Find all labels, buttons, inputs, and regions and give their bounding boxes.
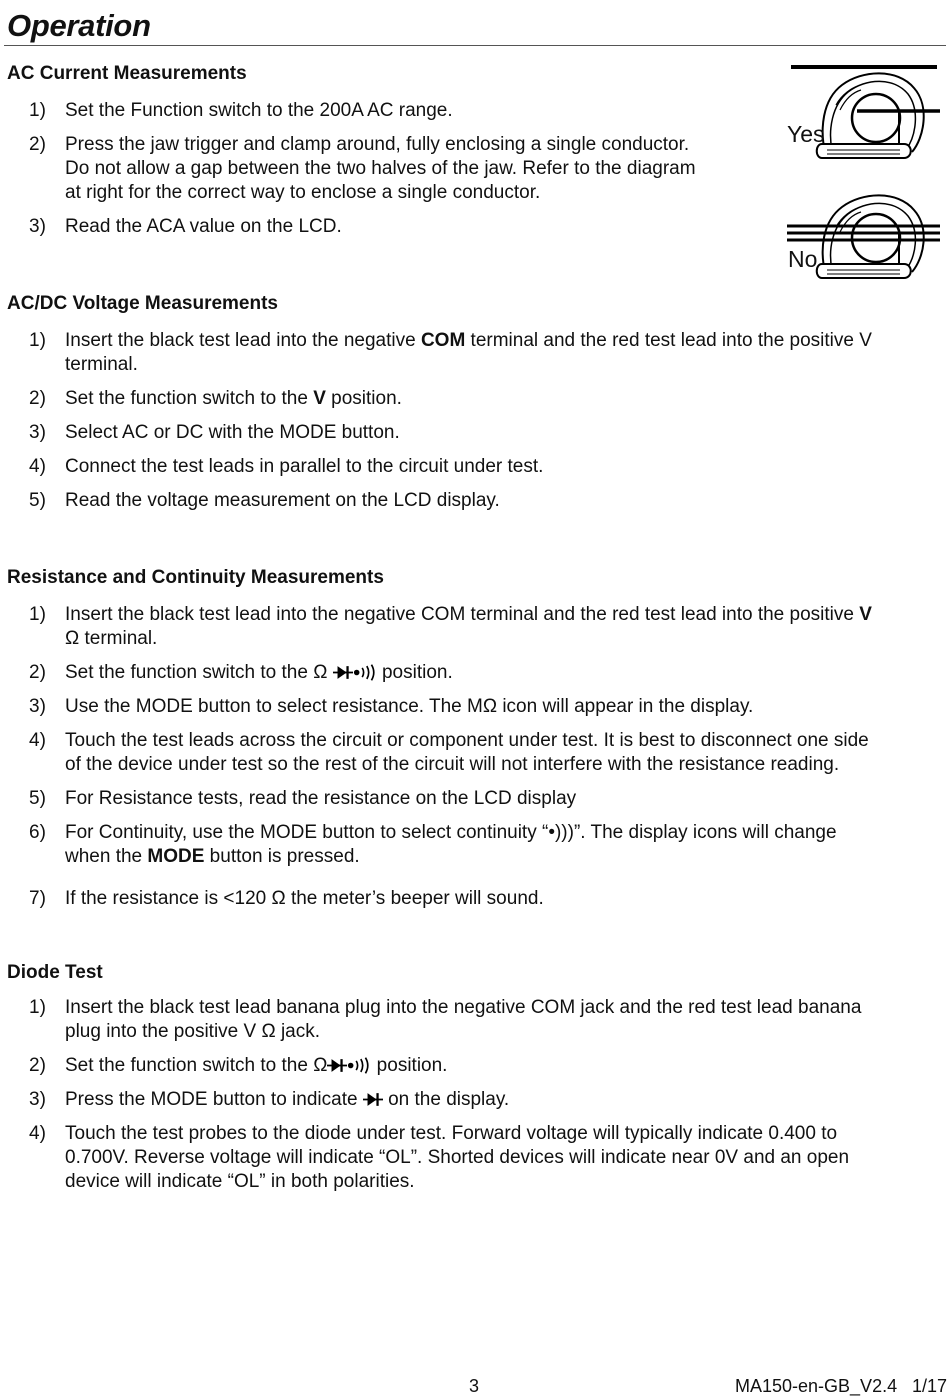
text-run: of the device under test so the rest of the circuit will not interfere with the resistance reading. xyxy=(65,754,840,775)
text-run: Do not allow a gap between the two halves of the jaw. Refer to the diagram xyxy=(65,158,696,179)
item-text-line xyxy=(65,421,400,445)
page-count: 1/17 xyxy=(912,1376,948,1396)
text-run: Select AC or DC with the MODE button. xyxy=(65,422,400,443)
item-text-line xyxy=(65,996,861,1020)
text-run: device will indicate “OL” in both polarities. xyxy=(65,1171,415,1192)
item-number: 2) xyxy=(29,388,46,409)
text-run: Ω terminal. xyxy=(65,628,158,649)
item-text-line xyxy=(65,753,839,777)
title-rule xyxy=(4,45,946,46)
item-text-line xyxy=(65,627,157,651)
item-text-line xyxy=(65,695,753,719)
item-number: 6) xyxy=(29,822,46,843)
item-text-line xyxy=(65,1170,415,1194)
text-run: on the display. xyxy=(382,1089,510,1110)
item-number: 1) xyxy=(29,604,46,625)
item-number: 4) xyxy=(29,456,46,477)
item-text-line xyxy=(65,133,689,157)
text-run: For Resistance tests, read the resistance on the LCD display xyxy=(65,788,577,809)
text-run: Set the function switch to the xyxy=(65,388,314,409)
item-number: 5) xyxy=(29,490,46,511)
item-text-line xyxy=(65,455,543,479)
item-number: 7) xyxy=(29,888,46,909)
item-text-line xyxy=(65,821,837,845)
text-run: Connect the test leads in parallel to the circuit under test. xyxy=(65,456,544,477)
document-code: MA150-en-GB_V2.4 xyxy=(735,1376,898,1396)
section-heading: Resistance and Continuity Measurements xyxy=(7,567,384,588)
item-number: 1) xyxy=(29,100,46,121)
text-run: Read the ACA value on the LCD. xyxy=(65,216,342,237)
item-number: 4) xyxy=(29,1123,46,1144)
diode-icon xyxy=(327,1057,347,1081)
figure-label-yes: Yes xyxy=(787,121,825,147)
text-run: Use the MODE button to select resistance. The MΩ icon will appear in the display. xyxy=(65,696,754,717)
bold-term: V xyxy=(313,388,326,409)
item-text-line xyxy=(65,729,869,753)
item-text-line xyxy=(65,787,576,811)
text-run: For Continuity, use the MODE button to select continuity “•)))”. The display icons will change xyxy=(65,822,837,843)
item-text-line xyxy=(65,1088,509,1115)
item-text-line xyxy=(65,99,453,123)
item-text-line xyxy=(65,661,453,688)
text-run: position. xyxy=(376,662,453,683)
diode-icon xyxy=(333,664,353,688)
text-run: Set the function switch to the Ω xyxy=(65,662,333,683)
text-run: Touch the test probes to the diode under test. Forward voltage will typically indicate 0.400 to xyxy=(65,1123,838,1144)
item-text-line xyxy=(65,887,544,911)
item-number: 5) xyxy=(29,788,46,809)
item-text-line xyxy=(65,1054,447,1081)
item-text-line xyxy=(65,353,138,377)
item-number: 2) xyxy=(29,1055,46,1076)
item-text-line xyxy=(65,1146,849,1170)
item-text-line xyxy=(65,387,402,411)
page-title: Operation xyxy=(7,8,151,43)
text-run: Press the jaw trigger and clamp around, fully enclosing a single conductor. xyxy=(65,134,690,155)
item-number: 3) xyxy=(29,422,46,443)
diode-icon xyxy=(363,1091,383,1115)
item-number: 1) xyxy=(29,997,46,1018)
text-run: terminal. xyxy=(65,354,138,375)
text-run: Touch the test leads across the circuit or component under test. It is best to disconnect one side xyxy=(65,730,869,751)
text-run: Insert the black test lead into the negative xyxy=(65,330,421,351)
text-run: position. xyxy=(325,388,402,409)
item-number: 2) xyxy=(29,662,46,683)
section-heading: AC/DC Voltage Measurements xyxy=(7,293,278,314)
clamp-diagram-yes xyxy=(782,60,944,165)
bold-term: MODE xyxy=(147,846,205,867)
item-number: 3) xyxy=(29,216,46,237)
text-run: when the xyxy=(65,846,148,867)
figure-label-no: No xyxy=(788,246,818,272)
item-text-line xyxy=(65,1020,320,1044)
item-number: 3) xyxy=(29,696,46,717)
text-run: Press the MODE button to indicate xyxy=(65,1089,363,1110)
text-run: If the resistance is <120 Ω the meter’s beeper will sound. xyxy=(65,888,544,909)
continuity-icon xyxy=(347,1057,371,1081)
section-heading: Diode Test xyxy=(7,962,103,983)
text-run: position. xyxy=(371,1055,448,1076)
bold-term: V xyxy=(859,604,872,625)
text-run: button is pressed. xyxy=(204,846,360,867)
text-run: Read the voltage measurement on the LCD display. xyxy=(65,490,500,511)
item-text-line xyxy=(65,845,360,869)
item-text-line xyxy=(65,1122,837,1146)
item-number: 1) xyxy=(29,330,46,351)
item-number: 3) xyxy=(29,1089,46,1110)
item-number: 4) xyxy=(29,730,46,751)
page-number: 3 xyxy=(469,1376,480,1396)
item-text-line xyxy=(65,157,696,181)
text-run: Insert the black test lead into the negative COM terminal and the red test lead into the positive xyxy=(65,604,860,625)
continuity-icon xyxy=(353,664,377,688)
text-run: plug into the positive V Ω jack. xyxy=(65,1021,321,1042)
text-run: Insert the black test lead banana plug into the negative COM jack and the red test lead banana xyxy=(65,997,862,1018)
text-run: Set the Function switch to the 200A AC range. xyxy=(65,100,453,121)
item-number: 2) xyxy=(29,134,46,155)
text-run: at right for the correct way to enclose a single conductor. xyxy=(65,182,541,203)
text-run: 0.700V. Reverse voltage will indicate “OL”. Shorted devices will indicate near 0V and an open xyxy=(65,1147,850,1168)
item-text-line xyxy=(65,215,342,239)
text-run: terminal and the red test lead into the positive V xyxy=(465,330,872,351)
text-run: Set the function switch to the Ω xyxy=(65,1055,328,1076)
item-text-line xyxy=(65,181,540,205)
section-heading: AC Current Measurements xyxy=(7,63,247,84)
item-text-line xyxy=(65,489,500,513)
bold-term: COM xyxy=(420,330,466,351)
item-text-line xyxy=(65,603,872,627)
item-text-line xyxy=(65,329,872,353)
